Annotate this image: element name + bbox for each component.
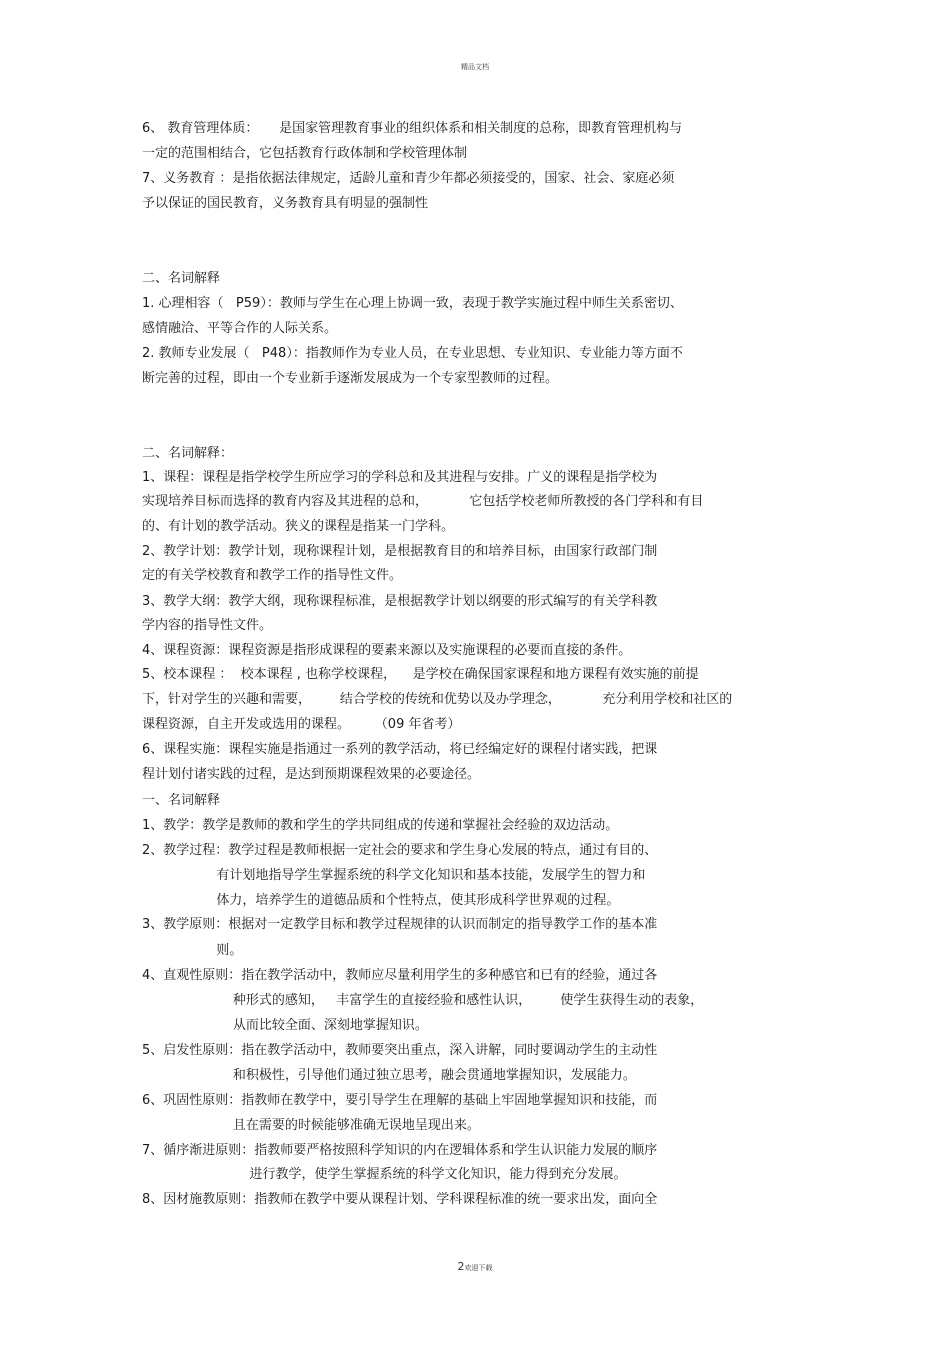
text-line: 6、课程实施：课程实施是指通过一系列的教学活动，将已经编定好的课程付诸实践，把课: [142, 742, 658, 757]
text-line: 程计划付诸实践的过程，是达到预期课程效果的必要途径。: [142, 767, 481, 782]
text-line: 2、教学过程：教学过程是教师根据一定社会的要求和学生身心发展的特点，通过有目的、: [142, 843, 658, 858]
text-line: 进行教学，使学生掌握系统的科学文化知识，能力得到充分发展。: [142, 1167, 627, 1182]
page-footer: [0, 1260, 950, 1273]
text-line: 4、直观性原则：指在教学活动中，教师应尽量利用学生的多种感官和已有的经验，通过各: [142, 968, 658, 983]
text-line: 种形式的感知， 丰富学生的直接经验和感性认识， 使学生获得生动的表象，: [142, 993, 704, 1008]
text-line: 课程资源，自主开发或选用的课程。 （09 年省考）: [142, 717, 461, 732]
section-heading: 二、名词解释: [142, 271, 221, 286]
page-header: 精品文档: [461, 63, 489, 71]
section-heading: 一、名词解释: [142, 793, 221, 808]
footer-text: 欢迎下载: [464, 1264, 493, 1272]
text-line: 6、 教育管理体质： 是国家管理教育事业的组织体系和相关制度的总称，即教育管理机构与: [142, 121, 683, 136]
text-line: 一定的范围相结合，它包括教育行政体制和学校管理体制: [142, 146, 468, 161]
text-line: 和积极性，引导他们通过独立思考，融会贯通地掌握知识，发展能力。: [142, 1068, 636, 1083]
text-line: 4、课程资源：课程资源是指形成课程的要素来源以及实施课程的必要而直接的条件。: [142, 643, 632, 658]
text-line: 2. 教师专业发展（ P48）：指教师作为专业人员，在专业思想、专业知识、专业能力等方面不: [142, 346, 683, 361]
text-line: 1. 心理相容（ P59）：教师与学生在心理上协调一致，表现于教学实施过程中师生关系密切、: [142, 296, 683, 311]
text-line: 从而比较全面、深刻地掌握知识。: [142, 1018, 428, 1033]
text-line: 5、校本课程 ： 校本课程 , 也称学校课程， 是学校在确保国家课程和地方课程有效实施的前提: [142, 667, 699, 682]
text-line: 实现培养目标而选择的教育内容及其进程的总和， 它包括学校老师所教授的各门学科和有目: [142, 494, 704, 509]
text-line: 定的有关学校教育和教学工作的指导性文件。: [142, 568, 403, 583]
page-number: 2: [457, 1260, 465, 1273]
text-line: 的、有计划的教学活动。狭义的课程是指某一门学科。: [142, 519, 455, 534]
text-line: 1、课程：课程是指学校学生所应学习的学科总和及其进程与安排。广义的课程是指学校为: [142, 470, 658, 485]
text-line: 6、巩固性原则：指教师在教学中，要引导学生在理解的基础上牢固地掌握知识和技能，而: [142, 1093, 658, 1108]
text-line: 8、因材施教原则：指教师在教学中要从课程计划、学科课程标准的统一要求出发，面向全: [142, 1192, 658, 1207]
text-line: 有计划地指导学生掌握系统的科学文化知识和基本技能，发展学生的智力和: [142, 868, 646, 883]
text-line: 1、教学：教学是教师的教和学生的学共同组成的传递和掌握社会经验的双边活动。: [142, 818, 619, 833]
text-line: 体力，培养学生的道德品质和个性特点，使其形成科学世界观的过程。: [142, 893, 620, 908]
text-line: 5、启发性原则：指在教学活动中，教师要突出重点，深入讲解，同时要调动学生的主动性: [142, 1043, 658, 1058]
text-line: 7、循序渐进原则：指教师要严格按照科学知识的内在逻辑体系和学生认识能力发展的顺序: [142, 1143, 658, 1158]
text-line: 则。: [142, 943, 243, 958]
text-line: 感情融洽、平等合作的人际关系。: [142, 321, 338, 336]
text-line: 2、教学计划：教学计划，现称课程计划，是根据教育目的和培养目标，由国家行政部门制: [142, 544, 658, 559]
text-line: 且在需要的时候能够准确无误地呈现出来。: [142, 1118, 480, 1133]
text-line: 7、义务教育 ：是指依据法律规定，适龄儿童和青少年都必须接受的，国家、社会、家庭必须: [142, 171, 675, 186]
section-heading: 二、名词解释：: [142, 446, 234, 461]
text-line: 3、教学大纲：教学大纲，现称课程标准，是根据教学计划以纲要的形式编写的有关学科教: [142, 594, 658, 609]
text-line: 下，针对学生的兴趣和需要， 结合学校的传统和优势以及办学理念， 充分利用学校和社区的: [142, 692, 733, 707]
text-line: 断完善的过程，即由一个专业新手逐渐发展成为一个专家型教师的过程。: [142, 371, 559, 386]
text-line: 3、教学原则：根据对一定教学目标和教学过程规律的认识而制定的指导教学工作的基本准: [142, 917, 658, 932]
text-line: 予以保证的国民教育，义务教育具有明显的强制性: [142, 196, 429, 211]
text-line: 学内容的指导性文件。: [142, 618, 273, 633]
